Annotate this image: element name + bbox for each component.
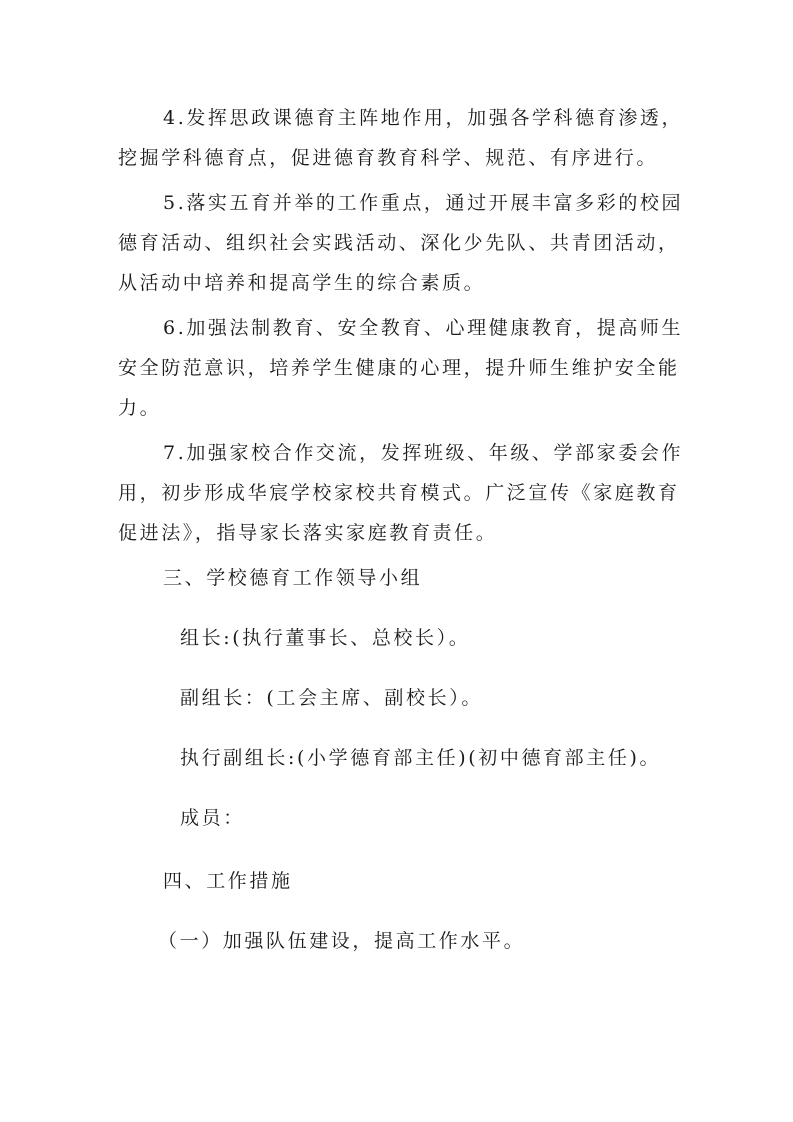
paragraph-7-line-2: 用，初步形成华宸学校家校共育模式。广泛宣传《家庭教育 <box>118 482 680 504</box>
section-4-heading: 四、工作措施 <box>163 870 293 892</box>
paragraph-4-line-1: 4.发挥思政课德育主阵地作用，加强各学科德育渗透， <box>163 107 684 129</box>
executive-deputy-leader-line: 执行副组长:(小学德育部主任)(初中德育部主任)。 <box>180 747 662 769</box>
paragraph-6-line-2: 安全防范意识，培养学生健康的心理，提升师生维护安全能 <box>118 357 680 379</box>
paragraph-7-line-1: 7.加强家校合作交流，发挥班级、年级、学部家委会作 <box>163 442 684 464</box>
members-line: 成员： <box>180 807 245 829</box>
paragraph-4-line-2: 挖掘学科德育点，促进德育教育科学、规范、有序进行。 <box>118 147 659 169</box>
leader-line: 组长:(执行董事长、总校长）。 <box>180 627 471 649</box>
deputy-leader-line: 副组长：(工会主席、副校长）。 <box>180 687 483 709</box>
paragraph-5-line-3: 从活动中培养和提高学生的综合素质。 <box>118 272 486 294</box>
measure-1-heading: （一）加强队伍建设，提高工作水平。 <box>158 930 526 952</box>
paragraph-5-line-2: 德育活动、组织社会实践活动、深化少先队、共青团活动， <box>118 232 680 254</box>
paragraph-6-line-1: 6.加强法制教育、安全教育、心理健康教育，提高师生 <box>163 317 684 339</box>
paragraph-5-line-1: 5.落实五育并举的工作重点，通过开展丰富多彩的校园 <box>163 192 684 214</box>
paragraph-6-line-3: 力。 <box>118 397 162 419</box>
section-3-heading: 三、学校德育工作领导小组 <box>163 567 423 589</box>
paragraph-7-line-3: 促进法》，指导家长落实家庭教育责任。 <box>118 522 498 544</box>
